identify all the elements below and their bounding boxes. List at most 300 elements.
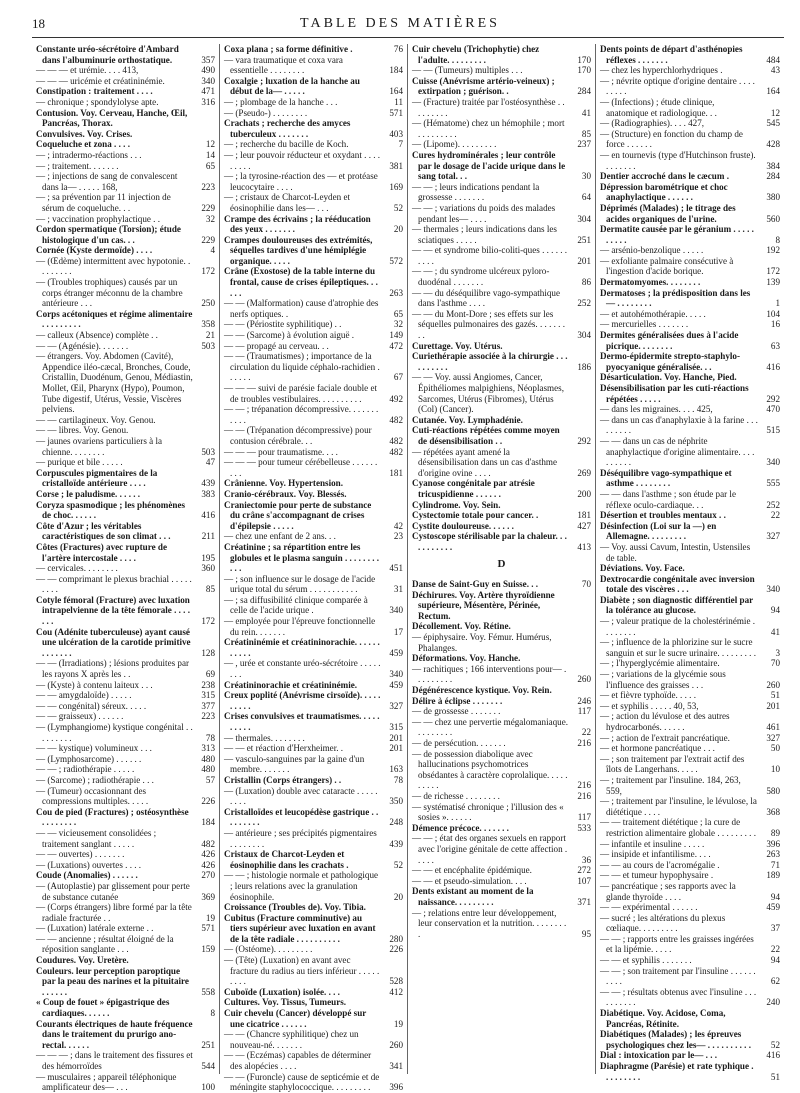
- index-entry-text: — et fièvre typhoïde. . . . .: [600, 690, 696, 701]
- index-entry: [36, 415, 215, 426]
- index-entry-page: 416: [766, 1050, 780, 1061]
- index-entry-text: — — ; leurs indications pendant la grossesse . . . . . . .: [412, 181, 540, 203]
- index-entry: [36, 214, 215, 225]
- index-entry-page: 22: [581, 727, 591, 738]
- index-entry: [36, 828, 215, 849]
- index-entry-text: — ; leur pouvoir réducteur et oxydant . . . . . . . . .: [224, 149, 381, 171]
- index-entry-page: 85: [205, 584, 215, 595]
- index-entry-page: 340: [766, 457, 780, 468]
- index-entry: [224, 150, 403, 171]
- index-entry-text: — — vicieusement consolidées ; traitement sanglant . . . . .: [36, 827, 157, 849]
- index-entry-text: Désertion et troubles mentaux . .: [600, 510, 726, 521]
- index-entry-page: 304: [577, 213, 591, 224]
- index-entry: [600, 987, 780, 1008]
- index-entry: [224, 351, 403, 383]
- index-entry-page: 32: [205, 213, 215, 224]
- index-entry-text: — — chez une pervertie mégalomaniaque. . . . . . . . .: [412, 716, 569, 738]
- index-entry: [36, 97, 215, 108]
- index-entry: [600, 1008, 780, 1029]
- index-entry: [600, 595, 780, 616]
- index-entry-page: 558: [201, 986, 215, 997]
- index-entry-text: — — (Tumeurs) multiples . . .: [412, 65, 523, 76]
- index-entry: [412, 288, 591, 309]
- index-entry-page: 52: [770, 1039, 780, 1050]
- index-entry-page: 545: [766, 118, 780, 129]
- page-title: TABLE DES MATIÈRES: [300, 16, 500, 31]
- index-entry-text: Curiethérapie associée à la chirurgie . . . . . . . . . .: [412, 351, 568, 372]
- index-entry-page: 246: [577, 695, 591, 706]
- index-entry-page: 41: [581, 107, 591, 118]
- index-entry: [412, 833, 591, 865]
- index-entry-page: 471: [201, 86, 215, 97]
- index-entry-text: Cures hydrominérales ; leur contrôle par le dosage de l'acide urique dans le sang total. . .: [412, 149, 566, 182]
- index-entry-page: 14: [205, 149, 215, 160]
- index-entry-text: — — (Malformation) cause d'atrophie des nerfs optiques. .: [224, 298, 379, 319]
- index-entry-text: — ; intradermo-réactions . . .: [36, 149, 142, 160]
- index-entry: [412, 632, 591, 653]
- index-entry: [600, 415, 780, 436]
- index-entry-text: — , urée et constante uréo-sécrétoire . . . . . . . .: [224, 658, 381, 680]
- index-entry-page: 451: [389, 563, 403, 574]
- index-entry-page: 89: [770, 827, 780, 838]
- index-entry: [224, 1050, 403, 1071]
- index-entry-page: 70: [770, 658, 780, 669]
- index-entry-text: — — ancienne ; résultat éloigné de la réposition sanglante . . .: [36, 933, 174, 955]
- index-entry-page: 85: [581, 128, 591, 139]
- index-entry-page: 350: [389, 796, 403, 807]
- index-entry-text: — (Œdème) intermittent avec hypotonie. . . . . . . . .: [36, 255, 191, 277]
- index-entry-page: 64: [581, 192, 591, 203]
- index-entry: [600, 118, 780, 129]
- index-entry-page: 4: [210, 245, 215, 256]
- index-entry: [412, 738, 591, 749]
- index-entry-text: Crampe des écrivains ; la rééducation des yeux . . . . . . .: [224, 213, 371, 235]
- index-entry-page: 490: [201, 65, 215, 76]
- index-entry-page: 170: [577, 54, 591, 65]
- index-entry-page: 223: [201, 181, 215, 192]
- index-entry-page: 248: [389, 817, 403, 828]
- index-entry-text: — ; traitement par l'insuline, le lévulose, la diététique . . . .: [600, 796, 757, 817]
- index-entry: [36, 849, 215, 860]
- index-entry-page: 94: [770, 605, 780, 616]
- index-entry: [36, 425, 215, 436]
- index-entry-text: Cyanose congénitale par atrésie tricuspidienne . . . . . .: [412, 478, 535, 499]
- index-entry-page: 36: [581, 854, 591, 865]
- index-entry: [412, 97, 591, 118]
- index-entry: [600, 1050, 780, 1061]
- index-entry-text: Coude (Anomalies) . . . . . .: [36, 870, 138, 881]
- index-entry: [600, 870, 780, 881]
- index-entry: [36, 457, 215, 468]
- index-entry: [36, 966, 215, 998]
- index-entry-text: — — (Périostite syphilitique) . .: [224, 319, 342, 330]
- index-entry-page: 482: [201, 838, 215, 849]
- index-entry-text: — étrangers. Voy. Abdomen (Cavité), Appendice iléo-cæcal, Bronches, Coude, Cristallin, Duodénum, Genou, Médiastin, Mollet, Œil, Pharynx (Hypo), Poumon, Tube digestif, Utérus, Vessie, Viscères pelviens.: [36, 351, 193, 415]
- index-entry-text: — chronique ; spondylolyse apte.: [36, 96, 159, 107]
- index-entry-text: Coxalgie ; luxation de la hanche au début de la— . . . . .: [224, 75, 360, 97]
- index-entry-text: — — kystique) volumineux . . .: [36, 743, 152, 754]
- index-entry-text: — (Sarcome) ; radiothérapie . . .: [36, 774, 154, 785]
- index-entry: [36, 256, 215, 277]
- page-header: [0, 0, 800, 40]
- page-number: 18: [32, 16, 45, 31]
- index-entry-page: 16: [770, 319, 780, 330]
- index-entry: [412, 139, 591, 150]
- index-entry-text: Cylindrome. Voy. Sein.: [412, 499, 501, 510]
- index-entry: [224, 319, 403, 330]
- index-entry-text: — — et pseudo-simulation. . . .: [412, 875, 527, 886]
- index-entry-text: — — et syphilis . . . . . . .: [600, 955, 692, 966]
- index-entry: [600, 129, 780, 150]
- index-entry: [412, 886, 591, 907]
- index-entry-page: 57: [205, 774, 215, 785]
- index-entry-text: — — graisseux) . . . . . .: [36, 711, 124, 722]
- index-entry-page: 51: [770, 1071, 780, 1082]
- index-entry-text: Cristallin (Corps étrangers) . .: [224, 774, 342, 785]
- index-entry: [224, 97, 403, 108]
- index-entry: [600, 860, 780, 871]
- index-entry-text: — (Luxations) ouvertes . . . .: [36, 859, 142, 870]
- index-entry: [224, 76, 403, 97]
- index-entry: [224, 214, 403, 235]
- index-entry-text: — — — pour traumatisme. . . .: [224, 446, 338, 457]
- index-entry-page: 19: [393, 1018, 403, 1029]
- index-entry-page: 200: [577, 488, 591, 499]
- index-entry: [36, 786, 215, 807]
- index-entry-text: Contusion. Voy. Cerveau, Hanche, Œil, Pancréas, Thorax.: [36, 107, 188, 129]
- index-entry-page: 416: [201, 510, 215, 521]
- index-entry-page: 459: [389, 679, 403, 690]
- index-entry-text: Coqueluche et zona . . . .: [36, 139, 130, 150]
- index-entry: [224, 711, 403, 732]
- index-entry: [224, 987, 403, 998]
- index-entry: [600, 658, 780, 669]
- index-entry: [36, 997, 215, 1018]
- index-entry-page: 164: [389, 86, 403, 97]
- index-entry-page: 30: [581, 171, 591, 182]
- index-entry-text: Coxa plana ; sa forme définitive .: [224, 44, 353, 54]
- index-entry: [224, 680, 403, 691]
- index-entry: [600, 76, 780, 97]
- index-entry-page: 472: [389, 340, 403, 351]
- index-entry-text: — (Lipome). . . . . . . . .: [412, 139, 497, 150]
- index-entry: [600, 224, 780, 245]
- index-entry-text: — — (Furoncle) cause de septicémie et de méningite staphylococcique. . . . . . . . .: [224, 1071, 380, 1093]
- index-entry-text: Dents existant au moment de la naissance. . . . . . . . .: [412, 886, 534, 907]
- index-entry-page: 381: [389, 160, 403, 171]
- index-entry-page: 201: [389, 743, 403, 754]
- index-entry-text: Corps acétoniques et régime alimentaire . . . . . . . . .: [36, 308, 193, 330]
- index-entry: [36, 521, 215, 542]
- index-entry-text: Déprimés (Malades) ; le titrage des acides organiques de l'urine.: [600, 202, 736, 224]
- index-entry: [36, 627, 215, 659]
- index-entry-page: 263: [389, 287, 403, 298]
- index-entry-text: — jaunes ovariens particuliers à la chienne. . . . . . . .: [36, 435, 163, 457]
- index-entry: [36, 542, 215, 563]
- index-entry: [224, 425, 403, 446]
- index-entry-page: 70: [581, 579, 591, 590]
- index-entry: [36, 171, 215, 192]
- index-entry-text: — thermales. . . . . . . .: [224, 732, 305, 743]
- index-entry-page: 263: [766, 849, 780, 860]
- index-entry: [36, 775, 215, 786]
- index-entry-text: — chez une enfant de 2 ans. . .: [224, 531, 336, 542]
- index-entry-text: Créatininémie et créatininorachie. . . . . . . . . . .: [224, 637, 380, 658]
- index-entry-page: 252: [577, 298, 591, 309]
- index-entry-text: Cuir chevelu (Cancer) développé sur une cicatrice . . . . . .: [224, 1008, 367, 1029]
- index-entry: [600, 754, 780, 775]
- index-entry-page: 223: [201, 711, 215, 722]
- index-entry: [600, 182, 780, 203]
- index-entry-text: — — — ; dans le traitement des fissures et des hémorroïdes: [36, 1050, 193, 1071]
- index-entry-page: 164: [766, 86, 780, 97]
- index-entry-page: 237: [577, 139, 591, 150]
- index-entry: [224, 807, 403, 828]
- index-entry-page: 357: [201, 54, 215, 65]
- index-entry-page: 470: [766, 404, 780, 415]
- index-entry-page: 340: [389, 605, 403, 616]
- index-entry: [36, 150, 215, 161]
- index-entry: [36, 690, 215, 701]
- index-entry: [600, 733, 780, 744]
- index-entry-page: 37: [770, 923, 780, 934]
- index-entry: [224, 478, 403, 489]
- index-entry: [412, 150, 591, 182]
- index-entry: [412, 521, 591, 532]
- index-entry-page: 426: [201, 859, 215, 870]
- index-entry-text: — — (Trépanation décompressive) pour contusion cérébrale. . .: [224, 425, 372, 446]
- index-entry: [412, 76, 591, 97]
- index-entry-page: 31: [393, 584, 403, 595]
- index-entry-page: 427: [577, 520, 591, 531]
- index-entry-page: 327: [766, 732, 780, 743]
- index-entry: [36, 436, 215, 457]
- index-entry-text: Croissance (Troubles de). Voy. Tibia.: [224, 902, 366, 913]
- index-entry-text: Craniectomie pour perte de substance du crâne s'accompagnant de crises d'épilepsie . . . . .: [224, 499, 372, 531]
- index-entry: [224, 266, 403, 298]
- index-entry: [600, 171, 780, 182]
- index-entry-text: — ; variations de la glycémie sous l'influence des graisses . . .: [600, 669, 726, 690]
- index-entry-text: Constipation : traitement . . . .: [36, 86, 153, 97]
- index-entry-text: — — amygdaloïde) . . . . .: [36, 690, 132, 701]
- index-entry: [600, 817, 780, 838]
- index-entry: [36, 574, 215, 595]
- index-entry: [224, 955, 403, 987]
- index-column-4: [596, 44, 784, 1082]
- index-entry-page: 280: [389, 933, 403, 944]
- index-entry-text: Diabétiques (Malades) ; les épreuves psychologiques chez les— . . . . . . . . . .: [600, 1029, 751, 1050]
- section-letter: D: [497, 557, 506, 570]
- index-entry-page: 12: [770, 107, 780, 118]
- index-entry-text: Cuti-réactions répétées comme moyen de désensibilisation . .: [412, 425, 560, 446]
- index-entry-text: — (Autoplastie) par glissement pour perte de substance cutanée: [36, 880, 190, 902]
- index-entry: [224, 754, 403, 775]
- index-entry: [412, 341, 591, 352]
- index-entry-text: — ; influence de la phlorizine sur le sucre sanguin et sur le sucre urinaire. . . . . . . . .: [600, 637, 757, 658]
- index-entry-text: — — traitement diététique ; la cure de restriction alimentaire globale . . . . . . . . .: [600, 817, 757, 838]
- index-entry-text: — — ; résultats obtenus avec l'insuline . . . . . . . . . .: [600, 986, 757, 1008]
- index-entry-page: 340: [389, 669, 403, 680]
- index-entry-page: 403: [389, 128, 403, 139]
- index-entry-text: — — et tumeur hypophysaire .: [600, 870, 714, 881]
- index-entry-page: 229: [201, 234, 215, 245]
- index-entry: [224, 902, 403, 913]
- index-entry-text: — de possession diabolique avec hallucinations psychomotrices obsédantes à caractère coprolalique. . . . . . . . . .: [412, 748, 568, 791]
- index-entry-page: 10: [770, 764, 780, 775]
- index-entry-page: 117: [577, 812, 591, 823]
- index-entry-page: 396: [766, 838, 780, 849]
- index-entry: [224, 690, 403, 711]
- index-entry: [36, 701, 215, 712]
- index-entry: [412, 118, 591, 139]
- index-entry-page: 181: [577, 510, 591, 521]
- index-entry: [224, 489, 403, 500]
- index-entry-page: 412: [389, 986, 403, 997]
- index-entry-page: 172: [201, 266, 215, 277]
- index-entry: [600, 372, 780, 383]
- index-entry: [600, 277, 780, 288]
- index-entry-text: — — du Mont-Dore ; ses effets sur les séquelles pulmonaires des gazés. . . . . . . . .: [412, 308, 565, 341]
- index-entry: [600, 288, 780, 309]
- index-entry: [224, 171, 403, 192]
- index-entry: [36, 595, 215, 627]
- index-entry-page: 201: [577, 255, 591, 266]
- index-entry-text: Cotyle fémoral (Fracture) avec luxation intrapelvienne de la tête fémorale . . . . . . .: [36, 594, 190, 627]
- index-entry: [36, 711, 215, 722]
- index-entry: [36, 923, 215, 934]
- index-entry: [224, 743, 403, 754]
- index-entry-page: 341: [389, 1061, 403, 1071]
- index-entry: [600, 574, 780, 595]
- index-entry-text: Crâne (Exostose) de la table interne du frontal, cause de crises épileptiques. . . . . .: [224, 266, 378, 298]
- index-entry-text: Corpuscules pigmentaires de la cristalloïde antérieure . . . .: [36, 467, 158, 489]
- index-entry-page: 315: [201, 690, 215, 701]
- index-entry: [600, 44, 780, 65]
- index-entry: [224, 404, 403, 425]
- index-entry-page: 78: [393, 774, 403, 785]
- index-entry-page: 226: [389, 944, 403, 955]
- index-entry-text: — pancréatique ; ses rapports avec la glande thyroïde . . . .: [600, 880, 736, 902]
- index-entry: [600, 245, 780, 256]
- index-columns: [32, 44, 784, 1093]
- index-entry: [224, 500, 403, 532]
- index-entry-page: 17: [393, 626, 403, 637]
- index-entry-text: — — ; trépanation décompressive. . . . . . . . . . .: [224, 404, 379, 425]
- index-entry-page: 94: [770, 955, 780, 966]
- index-entry: [600, 203, 780, 224]
- index-entry-page: 260: [766, 679, 780, 690]
- index-entry-page: 41: [770, 626, 780, 637]
- index-entry: [36, 65, 215, 76]
- index-entry: [36, 1072, 215, 1093]
- index-entry-text: — ; la tyrosine-réaction des — et protéase leucocytaire . . . .: [224, 171, 378, 192]
- index-entry-text: — — — et urémie. . . . 413,: [36, 65, 139, 76]
- index-entry-text: — (Kyste) à contenu laiteux . . .: [36, 679, 153, 690]
- index-entry: [224, 383, 403, 404]
- index-entry-page: 32: [393, 319, 403, 330]
- index-entry-page: 186: [577, 361, 591, 372]
- index-entry: [36, 351, 215, 415]
- index-entry-text: Dextrocardie congénitale avec inversion totale des viscères . . .: [600, 573, 755, 595]
- index-entry: [600, 436, 780, 468]
- index-column-1: [32, 44, 220, 1093]
- index-entry: [600, 309, 780, 320]
- index-entry-text: — Voy. aussi Cavum, Intestin, Ustensiles de table.: [600, 541, 751, 563]
- index-entry-page: 360: [201, 563, 215, 574]
- index-entry-page: 8: [210, 1008, 215, 1019]
- index-entry-text: Cubitus (Fracture comminutive) au tiers supérieur avec luxation en avant de la tête radiale . . . . . . . . . .: [224, 912, 376, 944]
- index-entry-page: 270: [201, 870, 215, 881]
- index-entry: [600, 775, 780, 796]
- index-entry-page: 313: [201, 743, 215, 754]
- index-entry-text: — mercurielles . . . . . . .: [600, 319, 689, 330]
- index-entry: [36, 44, 215, 65]
- index-entry-text: — thermales ; leurs indications dans les sciatiques . . . . .: [412, 224, 557, 245]
- index-entry-text: — — ; variations du poids des malades pendant les— . . . .: [412, 202, 556, 224]
- index-entry-page: 459: [389, 647, 403, 658]
- index-entry-page: 22: [770, 944, 780, 955]
- index-entry: [36, 743, 215, 754]
- index-entry-text: — épiphysaire. Voy. Fémur. Humérus, Phalanges.: [412, 632, 552, 653]
- index-entry-page: 252: [766, 499, 780, 510]
- index-entry-text: — (Infections) ; étude clinique, anatomique et radiologique. . .: [600, 96, 717, 118]
- index-entry: [412, 478, 591, 499]
- index-entry-text: — ; action du lévulose et des autres hydrocarbonés. . . . . .: [600, 711, 730, 732]
- index-entry: [600, 966, 780, 987]
- index-entry: [412, 531, 591, 552]
- index-entry: [36, 500, 215, 521]
- index-entry-page: 128: [201, 647, 215, 658]
- index-entry-page: 416: [766, 361, 780, 372]
- index-entry-text: — ; traitement. . . . . . .: [36, 160, 119, 171]
- index-entry: [36, 807, 215, 828]
- index-entry-page: 250: [201, 298, 215, 309]
- index-entry: [224, 55, 403, 76]
- index-entry-page: 377: [201, 700, 215, 711]
- index-entry: [36, 341, 215, 352]
- index-entry-text: — — ; radiothérapie . . . . .: [36, 764, 135, 775]
- index-entry-text: — ; recherche du bacille de Koch.: [224, 139, 349, 150]
- index-entry: [412, 664, 591, 685]
- index-entry-text: — (Structure) en fonction du champ de force . . . . . .: [600, 128, 743, 150]
- index-entry-text: — infantile et insuline . . . . .: [600, 838, 705, 849]
- index-entry-text: — — ; état des organes sexuels en rapport avec l'origine génitale de cette affection . . . . .: [412, 833, 568, 865]
- index-entry: [412, 865, 591, 876]
- index-entry-page: 184: [201, 817, 215, 828]
- index-entry: [224, 574, 403, 595]
- index-entry-text: — ; traitement par l'insuline. 184, 263, 559,: [600, 774, 741, 796]
- index-entry-text: Courants électriques de haute fréquence dans le traitement du prurigo ano-rectal. . . . . .: [36, 1018, 193, 1050]
- index-entry: [412, 44, 591, 65]
- index-entry-page: 340: [201, 75, 215, 86]
- index-entry-page: 201: [766, 700, 780, 711]
- index-entry-text: — répétées ayant amené la désensibilisation dans un cas d'asthme d'origine ovine . . . .: [412, 446, 558, 478]
- index-entry: [600, 701, 780, 712]
- index-entry-page: 189: [766, 870, 780, 881]
- index-entry: [36, 934, 215, 955]
- index-entry-text: — ; injections de sang de convalescent dans la— . . . . . 168,: [36, 171, 178, 192]
- index-entry-text: — — cartilagineux. Voy. Genou.: [36, 414, 156, 425]
- index-entry-text: Côte d'Azur ; les véritables caractéristiques de son climat . . .: [36, 520, 171, 542]
- index-entry-page: 533: [577, 822, 591, 833]
- index-entry-text: Désensibilisation par les cuti-réactions répétées . . . . .: [600, 383, 749, 404]
- index-entry-text: Dial : intoxication par le— . . .: [600, 1050, 718, 1061]
- index-entry-page: 383: [201, 488, 215, 499]
- index-entry-page: 368: [766, 806, 780, 817]
- index-entry-page: 272: [577, 865, 591, 876]
- index-entry-text: — et autohémothérapie. . . . .: [600, 308, 706, 319]
- index-entry-text: Crachats ; recherche des amyces tuberculeux . . . . . . .: [224, 118, 351, 139]
